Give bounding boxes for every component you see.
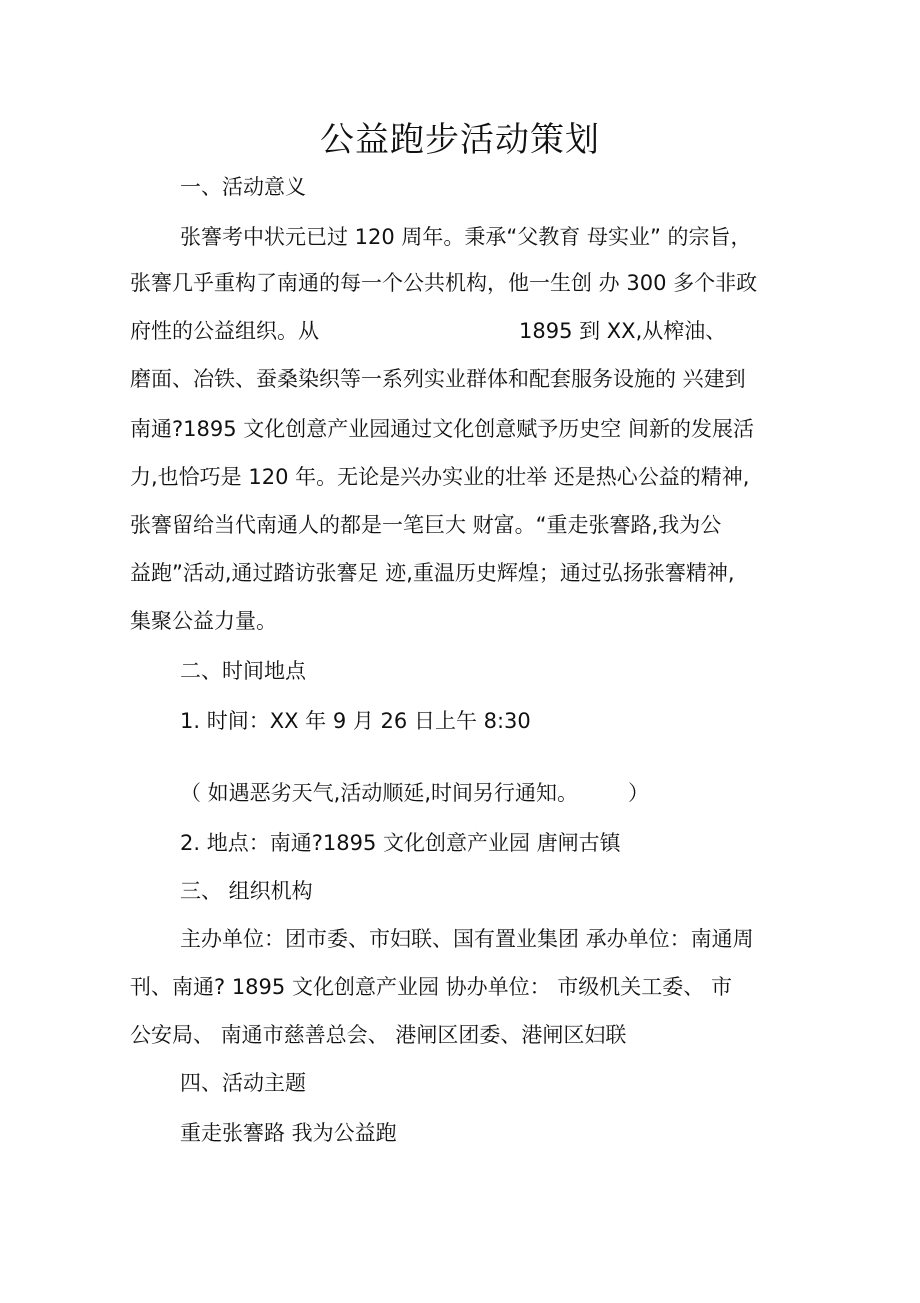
section-3-line-1: 主办单位：团市委、市妇联、国有置业集团 承办单位：南通周 xyxy=(180,927,754,951)
section-1-line-3-part-a: 府性的公益组织。从 xyxy=(130,319,319,343)
section-3-heading: 三、 组织机构 xyxy=(180,879,313,903)
section-1-line-2: 张謇几乎重构了南通的每一个公共机构，他一生创 办 300 多个非政 xyxy=(130,271,758,295)
section-1-line-3 xyxy=(130,316,726,346)
section-2-time: 1. 时间：XX 年 9 月 26 日上午 8:30 xyxy=(180,709,531,733)
section-1-line-1: 张謇考中状元已过 120 周年。秉承“父教育 母实业” 的宗旨， xyxy=(180,225,752,249)
section-3-line-3: 公安局、 南通市慈善总会、 港闸区团委、港闸区妇联 xyxy=(130,1023,627,1047)
section-2-note-text: （ 如遇恶劣天气,活动顺延,时间另行通知。 xyxy=(180,781,579,805)
section-1-heading: 一、活动意义 xyxy=(180,175,306,199)
section-1-line-6: 力,也恰巧是 120 年。无论是兴办实业的壮举 还是热心公益的精神, xyxy=(130,465,750,489)
section-4-theme: 重走张謇路 我为公益跑 xyxy=(180,1121,397,1145)
section-2-heading: 二、时间地点 xyxy=(180,659,306,683)
section-2-note xyxy=(180,778,649,808)
section-3-line-2: 刊、南通? 1895 文化创意产业园 协办单位： 市级机关工委、 市 xyxy=(130,975,732,999)
section-1-line-9: 集聚公益力量。 xyxy=(130,609,277,633)
section-1-line-7: 张謇留给当代南通人的都是一笔巨大 财富。“重走张謇路,我为公 xyxy=(130,513,722,537)
document-title: 公益跑步活动策划 xyxy=(320,120,600,160)
section-2-place: 2. 地点：南通?1895 文化创意产业园 唐闸古镇 xyxy=(180,831,621,855)
section-1-line-4: 磨面、冶铁、蚕桑染织等一系列实业群体和配套服务设施的 兴建到 xyxy=(130,367,746,391)
section-1-line-8: 益跑”活动,通过踏访张謇足 迹,重温历史辉煌；通过弘扬张謇精神, xyxy=(130,561,735,585)
section-2-note-close: ） xyxy=(628,781,650,805)
section-1-line-3-part-b: 1895 到 XX,从榨油、 xyxy=(519,319,727,343)
section-4-heading: 四、活动主题 xyxy=(180,1071,306,1095)
section-1-line-5: 南通?1895 文化创意产业园通过文化创意赋予历史空 间新的发展活 xyxy=(130,417,754,441)
